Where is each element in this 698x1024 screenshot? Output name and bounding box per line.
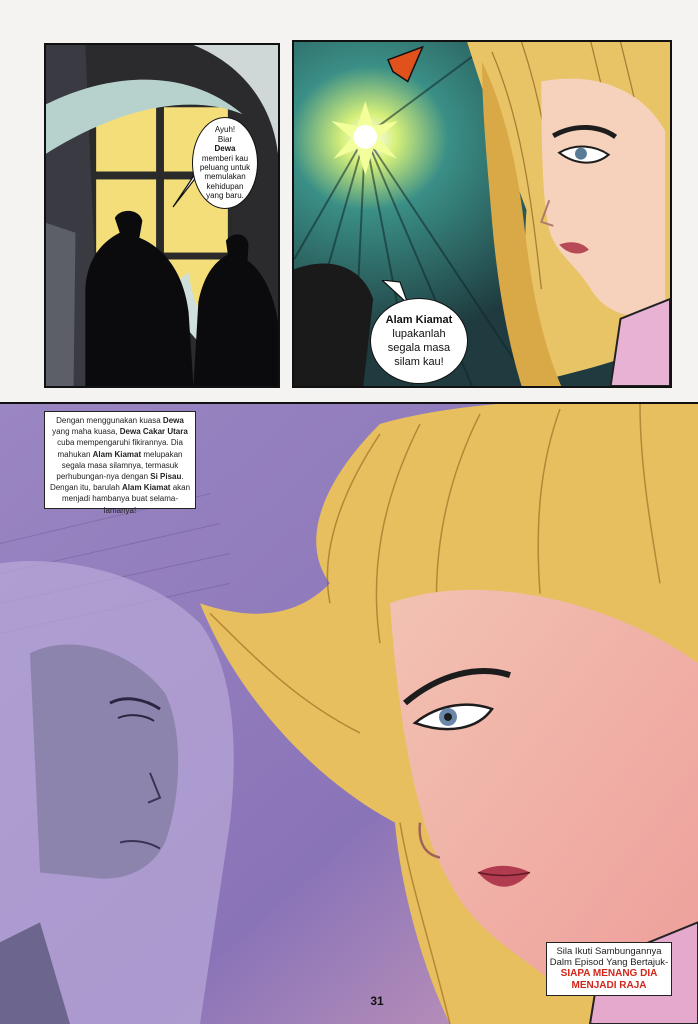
- caption-text: akan menjadi hambanya buat selama-lamanya!: [61, 483, 191, 515]
- caption-name: Alam Kiamat: [122, 483, 171, 493]
- bubble-line: peluang untuk: [199, 163, 251, 172]
- caption-name: Dewa: [162, 416, 184, 425]
- panel-2: [292, 40, 672, 388]
- end-note-line: Sila Ikuti Sambungannya: [556, 946, 662, 957]
- bubble-line: kehidupan: [206, 181, 244, 191]
- speech-bubble: [192, 117, 258, 209]
- end-note-line: Dalm Episod Yang Bertajuk-: [549, 957, 669, 968]
- narration-caption: [44, 411, 196, 515]
- to-be-continued-box: [546, 942, 672, 996]
- next-episode-title: MENJADI RAJA: [571, 980, 647, 991]
- bubble-line: yang baru.: [206, 191, 244, 201]
- bubble-line: lupakanlah: [392, 328, 446, 340]
- caption-text: cuba mempengaruhi fikirannya. Dia mahukan: [57, 438, 183, 459]
- bubble-line: Ayuh!: [214, 125, 236, 135]
- bubble-line: silam kau!: [394, 356, 444, 368]
- panel-1-art: [46, 45, 278, 386]
- caption-text: Dengan menggunakan kuasa: [56, 416, 161, 425]
- page-number: 31: [370, 994, 384, 1008]
- bubble-line: memulakan: [204, 172, 246, 182]
- bubble-name: Alam Kiamat: [385, 314, 453, 326]
- caption-text: . Dengan itu, barulah: [49, 472, 184, 493]
- caption-name: Si Pisau: [150, 472, 182, 482]
- bubble-line: Dewa: [214, 144, 236, 154]
- caption-name: Dewa Cakar Utara: [119, 427, 188, 437]
- panel-3: [0, 402, 698, 1024]
- panel-2-art: [294, 42, 670, 386]
- caption-name: Alam Kiamat: [92, 449, 142, 459]
- caption-text: melupakan segala masa silamnya, termasuk perhubungan-nya dengan: [56, 449, 183, 482]
- next-episode-title: SIAPA MENANG DIA: [560, 968, 658, 979]
- bubble-line: memberi kau: [201, 153, 249, 163]
- caption-text: yang maha kuasa,: [52, 427, 118, 437]
- bubble-line: Biar: [217, 134, 233, 144]
- panel-1: [44, 43, 280, 388]
- bubble-line: segala masa: [387, 342, 451, 354]
- speech-bubble: [370, 298, 468, 384]
